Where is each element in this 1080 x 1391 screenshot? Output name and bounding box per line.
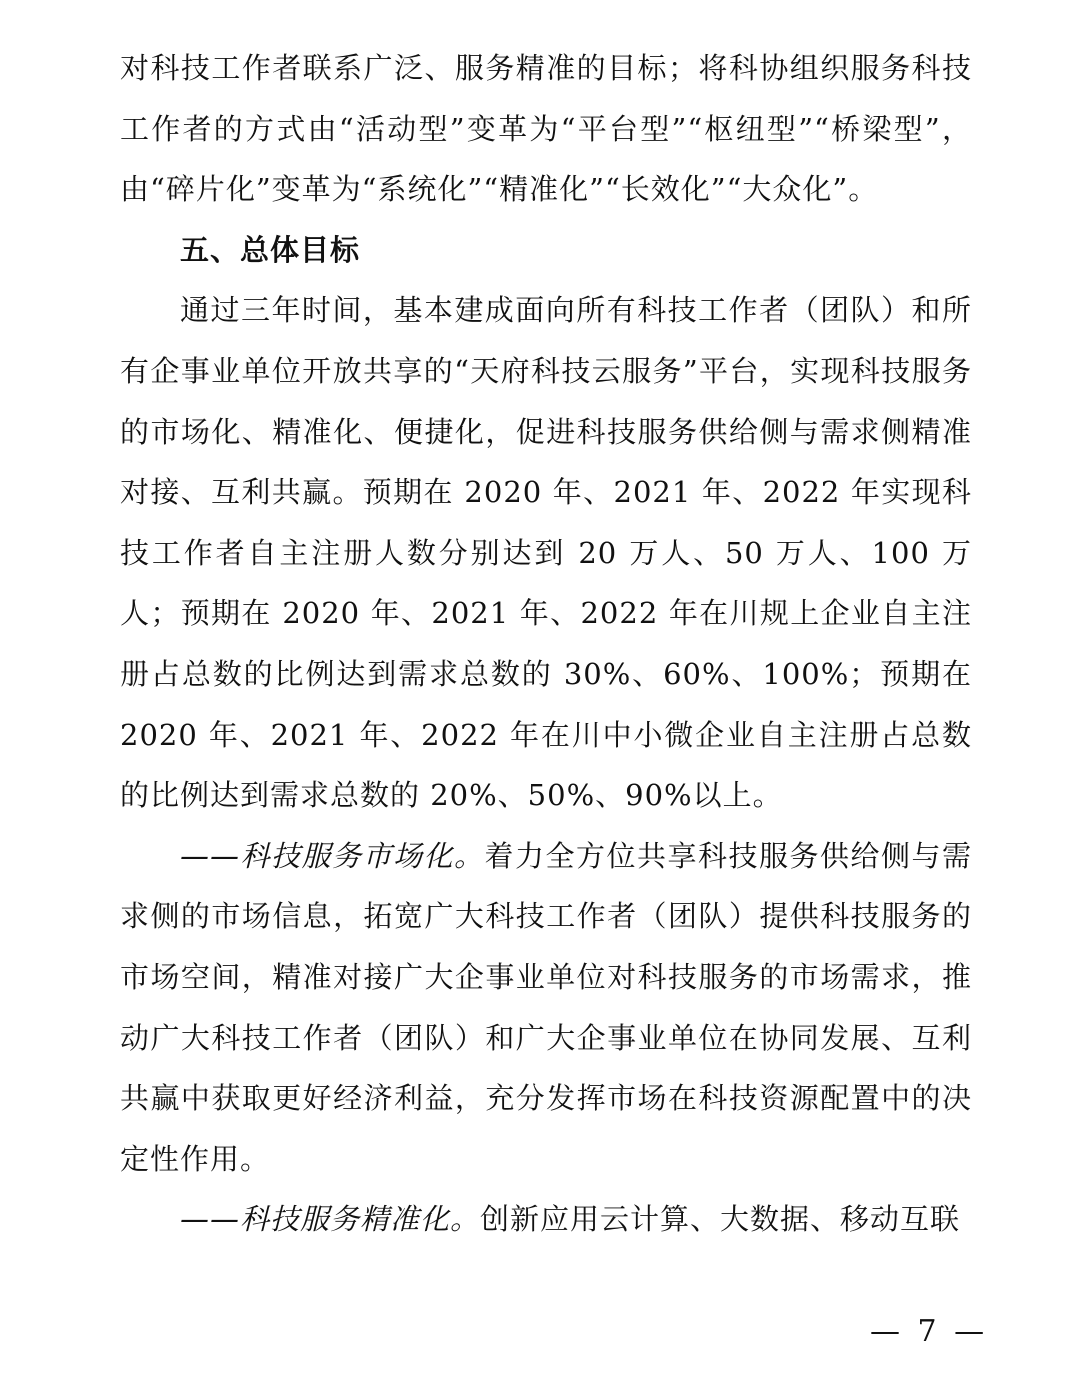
paragraph-lead-precision: ——科技服务精准化。	[180, 1202, 481, 1237]
page-number: — 7 —	[870, 1314, 989, 1349]
paragraph-overall-goal: 通过三年时间，基本建成面向所有科技工作者（团队）和所有企事业单位开放共享的“天府科技云服务”平台，实现科技服务的市场化、精准化、便捷化，促进科技服务供给侧与需求侧精准对接、互利共赢。预期在 2020 年、2021 年、2022 年实现科技工作者自主注册人数分别达到 20 万人、50 万人、100 万人；预期在 2020 年、2021 年、2022 年在川规上企业自主注册占总数的比例达到需求总数的 30%、60%、100%；预期在 2020 年、2021 年、2022 年在川中小微企业自主注册占总数的比例达到需求总数的 20%、50%、90%以上。	[120, 293, 972, 813]
paragraph-continuation: 对科技工作者联系广泛、服务精准的目标；将科协组织服务科技工作者的方式由“活动型”变革为“平台型”“枢纽型”“桥梁型”，由“碎片化”变革为“系统化”“精准化”“长效化”“大众化”。	[120, 51, 972, 207]
paragraph-body-precision: 创新应用云计算、大数据、移动互联	[480, 1202, 961, 1237]
paragraph-marketization	[120, 826, 972, 1190]
section-heading: 五、总体目标	[180, 232, 361, 267]
paragraph-precision	[120, 1189, 972, 1250]
document-page	[120, 38, 972, 1250]
paragraph-body-marketization: 着力全方位共享科技服务供给侧与需求侧的市场信息，拓宽广大科技工作者（团队）提供科技服务的市场空间，精准对接广大企事业单位对科技服务的市场需求，推动广大科技工作者（团队）和广大企事业单位在协同发展、互利共赢中获取更好经济利益，充分发挥市场在科技资源配置中的决定性作用。	[120, 838, 972, 1176]
paragraph-lead-marketization: ——科技服务市场化。	[180, 838, 485, 873]
